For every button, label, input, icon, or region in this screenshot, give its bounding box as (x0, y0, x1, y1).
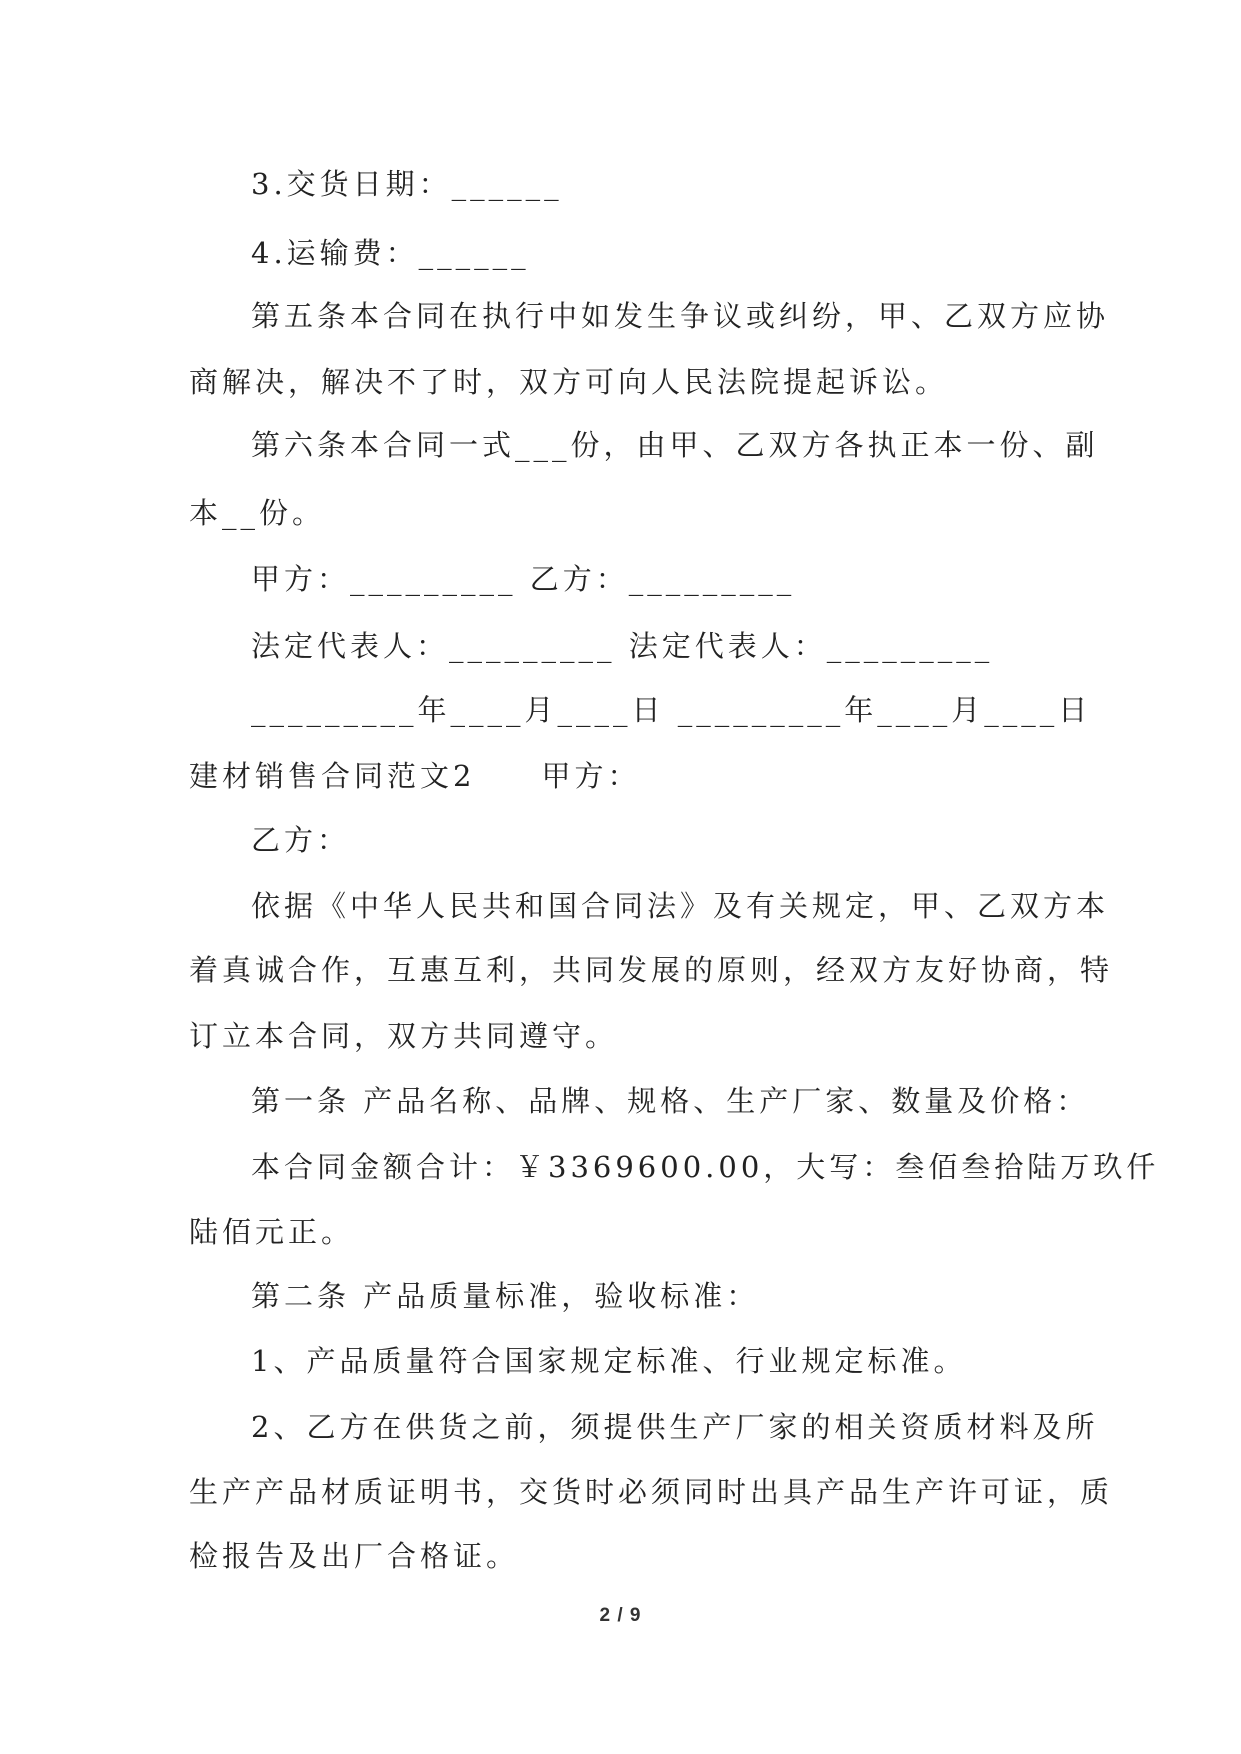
article-one-heading: 第一条 产品名称、品牌、规格、生产厂家、数量及价格： (251, 1084, 1090, 1118)
article-six-line-2: 本__份。 (189, 496, 326, 530)
preamble-line-1: 依据《中华人民共和国合同法》及有关规定，甲、乙双方本 (251, 889, 1110, 923)
party-b-label: 乙方： (251, 823, 351, 857)
article-five-line-1: 第五条本合同在执行中如发生争议或纠纷，甲、乙双方应协 (251, 299, 1110, 333)
article-five-line-2: 商解决，解决不了时，双方可向人民法院提起诉讼。 (189, 365, 949, 399)
contract-amount-line-2: 陆佰元正。 (189, 1215, 355, 1249)
page-number: 2 / 9 (599, 1605, 642, 1626)
article-two-heading: 第二条 产品质量标准，验收标准： (251, 1279, 760, 1313)
quality-clause-2-line-3: 检报告及出厂合格证。 (189, 1539, 520, 1573)
contract-amount-line-1: 本合同金额合计：￥3369600.00，大写：叁佰叁拾陆万玖仟 (251, 1150, 1160, 1184)
party-signature-line: 甲方：_________ 乙方：_________ (251, 562, 796, 596)
signing-date-line: _________年____月____日 _________年____月____日 (251, 693, 1092, 727)
quality-clause-2-line-1: 2、乙方在供货之前，须提供生产厂家的相关资质材料及所 (251, 1410, 1099, 1444)
article-six-line-1: 第六条本合同一式___份，由甲、乙双方各执正本一份、副 (251, 428, 1099, 462)
delivery-date-line: 3.交货日期：______ (251, 167, 563, 201)
quality-clause-1: 1、产品质量符合国家规定标准、行业规定标准。 (251, 1344, 967, 1378)
legal-rep-line: 法定代表人：_________ 法定代表人：_________ (251, 629, 994, 663)
transport-fee-line: 4.运输费：______ (251, 236, 530, 270)
quality-clause-2-line-2: 生产产品材质证明书，交货时必须同时出具产品生产许可证，质 (189, 1475, 1114, 1509)
contract-two-heading: 建材销售合同范文2 甲方： (189, 759, 641, 793)
preamble-line-2: 着真诚合作，互惠互利，共同发展的原则，经双方友好协商，特 (189, 953, 1114, 987)
preamble-line-3: 订立本合同，双方共同遵守。 (189, 1019, 619, 1053)
